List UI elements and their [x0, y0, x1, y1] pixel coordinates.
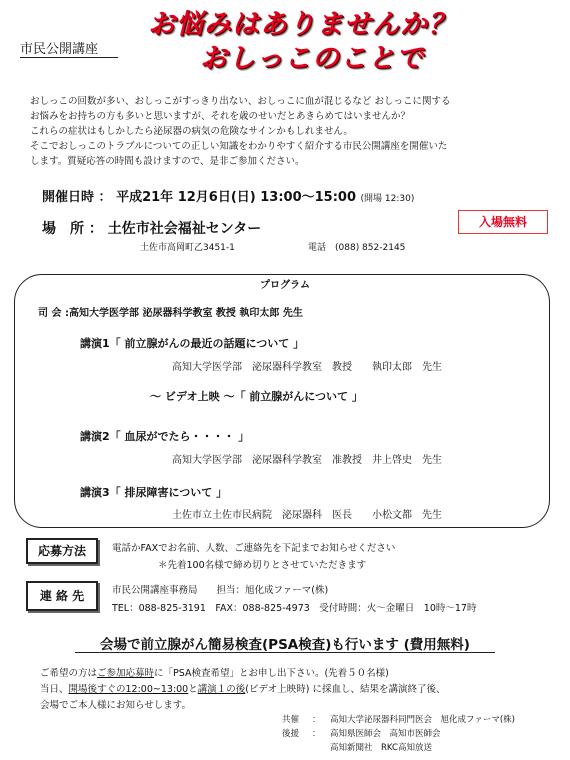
- psa-title: 会場で前立腺がん簡易検査(PSA検査)も行います (費用無料): [100, 637, 470, 653]
- date-label: 開催日時: [42, 190, 95, 205]
- contact-label: 連 絡 先: [26, 581, 98, 611]
- host-orgs: 高知大学泌尿器科同門医会 旭化成ファーマ(株): [330, 715, 515, 725]
- lecture-1-title: 講演1「 前立腺がんの最近の話題について 」: [80, 337, 305, 350]
- place-address: 土佐市高岡町乙3451-1: [140, 243, 235, 253]
- contact-line-1: 市民公開講座事務局 担当：旭化成ファーマ(株): [112, 585, 329, 596]
- date-value: 平成21年 12月6日(日) 13:00～15:00: [116, 190, 357, 205]
- event-date-row: 開催日時 ： 平成21年 12月6日(日) 13:00～15:00 (開場 12:30): [42, 190, 415, 205]
- free-admission-badge: 入場無料: [458, 210, 548, 234]
- open-time: (開場 12:30): [360, 194, 415, 204]
- headline-line-2: おしっこのことで: [200, 43, 424, 74]
- headline-line-1: お悩みはありませんか？: [148, 9, 456, 40]
- video-screening: ～ ビデオ上映 ～「 前立腺がんについて 」: [150, 390, 363, 403]
- lecture-3-speaker: 土佐市立土佐市民病院 泌尿器科 医長 小松文都 先生: [172, 510, 442, 521]
- intro-line: おしっこの回数が多い、おしっこがすっきり出ない、おしっこに血が混じるなど おしっこに関する: [30, 96, 451, 107]
- event-tag: 市民公開講座: [20, 42, 99, 57]
- psa-underline: [75, 652, 495, 653]
- support-orgs-1: 高知県医師会 高知市医師会: [330, 729, 441, 739]
- lecture-2-title: 講演2「 血尿がでたら・・・・ 」: [80, 430, 250, 443]
- support-orgs-2: 高知新聞社 RKC高知放送: [330, 743, 432, 753]
- psa-line-2: 当日、開場後すぐの12:00~13:00と講演１の後(ビデオ上映時) に採血し、結果を講演終了後、: [40, 684, 446, 695]
- contact-line-2: TEL：088-825-3191 FAX：088-825-4973 受付時間：火～金曜日 10時～17時: [112, 603, 477, 614]
- place-name: 土佐市社会福祉センター: [107, 221, 262, 237]
- footer-colon: ：: [312, 729, 321, 739]
- footer-colon: ：: [312, 715, 321, 725]
- lecture-2-speaker: 高知大学医学部 泌尿器科学教室 准教授 井上啓史 先生: [172, 455, 442, 466]
- intro-line: します。質疑応答の時間も設けますので、是非ご参加ください。: [30, 156, 305, 167]
- program-chair: 司 会 :高知大学医学部 泌尿器科学教室 教授 執印太郎 先生: [38, 308, 303, 319]
- intro-line: お悩みをお持ちの方も多いと思いますが、それを歳のせいだとあきらめてはいませんか？: [30, 111, 411, 122]
- host-label: 共催: [282, 715, 300, 725]
- intro-text: [30, 94, 550, 169]
- place-phone: 電話 (088) 852-2145: [308, 243, 406, 253]
- tag-underline: [20, 57, 118, 58]
- program-title: プログラム: [260, 280, 310, 291]
- intro-line: そこでおしっこのトラブルについての正しい知識をわかりやすく紹介する市民公開講座を開催いた: [30, 141, 448, 152]
- apply-line-2: ＊先着100名様で締め切りとさせていただきます: [158, 560, 367, 571]
- apply-label: 応募方法: [26, 538, 98, 564]
- intro-line: これらの症状はもしかしたら泌尿器の病気の危険なサインかもしれません。: [30, 126, 353, 137]
- psa-line-3: 会場でご本人様にお知らせします。: [40, 700, 191, 711]
- apply-line-1: 電話かFAXでお名前、人数、ご連絡先を下記までお知らせください: [112, 543, 396, 554]
- psa-line-1: ご希望の方はご参加応募時に「PSA検査希望」とお申し出下さい。(先着５０名様): [40, 668, 389, 679]
- event-place-row: 場 所 ： 土佐市社会福祉センター: [42, 221, 262, 237]
- lecture-1-speaker: 高知大学医学部 泌尿器科学教室 教授 執印太郎 先生: [172, 362, 442, 373]
- lecture-3-title: 講演3「 排尿障害について 」: [80, 486, 228, 499]
- place-label: 場 所: [42, 221, 84, 237]
- support-label: 後援: [282, 729, 300, 739]
